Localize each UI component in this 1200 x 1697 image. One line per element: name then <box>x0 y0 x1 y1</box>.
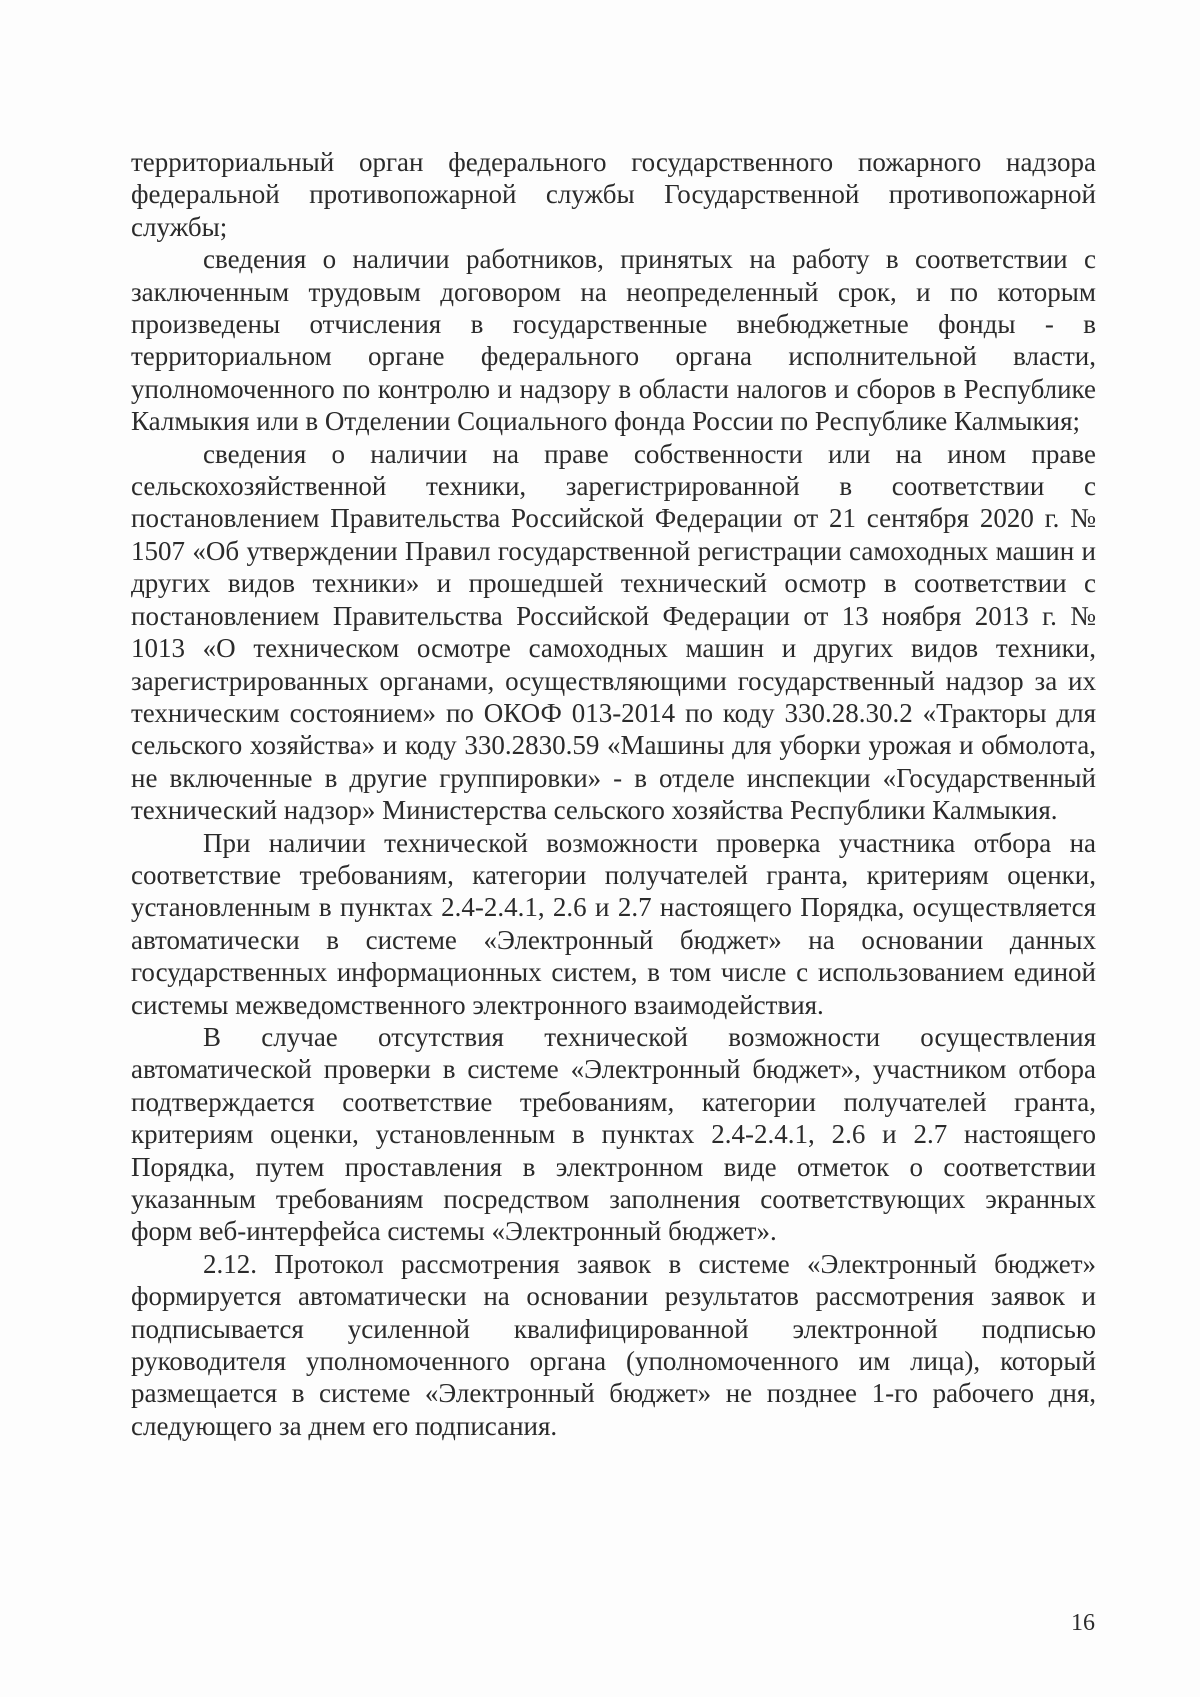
document-body <box>131 146 1096 1442</box>
paragraph-continuation: территориальный орган федерального государственного пожарного надзора федеральной противопожарной службы Государственной противопожарной службы; <box>131 147 1096 242</box>
paragraph-machinery-info: сведения о наличии на праве собственности или на ином праве сельскохозяйственной техники, зарегистрированной в соответствии с постановлением Правительства Российской Федерации от 21 сентября 2020 г. № 1507 «Об утверждении Правил государственной регистрации самоходных машин и других видов техники» и прошедшей технический осмотр в соответствии с постановлением Правительства Российской Федерации от 13 ноября 2013 г. № 1013 «О техническом осмотре самоходных машин и других видов техники, зарегистрированных органами, осуществляющими государственный надзор за их техническим состоянием» по ОКОФ 013-2014 по коду 330.28.30.2 «Тракторы для сельского хозяйства» и коду 330.2830.59 «Машины для уборки урожая и обмолота, не включенные в другие группировки» - в отделе инспекции «Государственный технический надзор» Министерства сельского хозяйства Республики Калмыкия. <box>131 438 1096 826</box>
paragraph-employees-info: сведения о наличии работников, принятых на работу в соответствии с заключенным трудовым договором на неопределенный срок, и по которым произведены отчисления в государственные внебюджетные фонды - в территориальном органе федерального органа исполнительной власти, уполномоченного по контролю и надзору в области налогов и сборов в Республике Калмыкия или в Отделении Социального фонда России по Республике Калмыкия; <box>131 244 1096 437</box>
paragraph-manual-check: В случае отсутствия технической возможности осуществления автоматической проверки в системе «Электронный бюджет», участником отбора подтверждается соответствие требованиям, категории получателей гранта, критериям оценки, установленным в пунктах 2.4-2.4.1, 2.6 и 2.7 настоящего Порядка, путем проставления в электронном виде отметок о соответствии указанным требованиям посредством заполнения соответствующих экранных форм веб-интерфейса системы «Электронный бюджет». <box>131 1021 1096 1247</box>
page-number: 16 <box>1071 1610 1095 1636</box>
paragraph-automatic-check: При наличии технической возможности проверка участника отбора на соответствие требованиям, категории получателей гранта, критериям оценки, установленным в пунктах 2.4-2.4.1, 2.6 и 2.7 настоящего Порядка, осуществляется автоматически в системе «Электронный бюджет» на основании данных государственных информационных систем, в том числе с использованием единой системы межведомственного электронного взаимодействия. <box>131 827 1096 1020</box>
paragraph-clause-2-12: 2.12. Протокол рассмотрения заявок в системе «Электронный бюджет» формируется автоматически на основании результатов рассмотрения заявок и подписывается усиленной квалифицированной электронной подписью руководителя уполномоченного органа (уполномоченного им лица), который размещается в системе «Электронный бюджет» не позднее 1-го рабочего дня, следующего за днем его подписания. <box>131 1248 1096 1441</box>
